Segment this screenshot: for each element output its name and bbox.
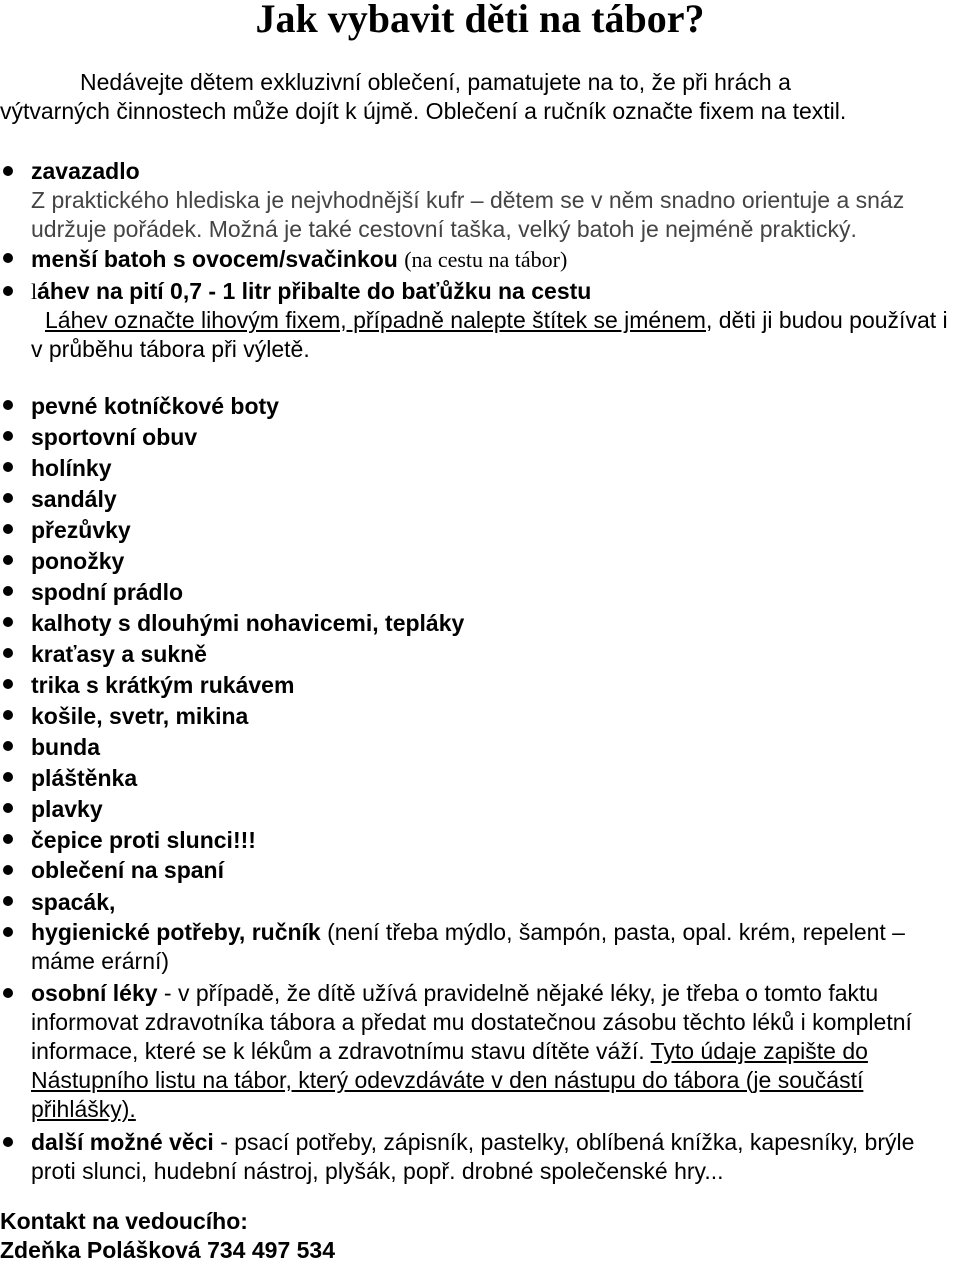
bullet-icon (3, 586, 13, 596)
bullet-icon (3, 865, 13, 875)
list-item-lahev (0, 277, 960, 364)
list-item: spacák, (0, 887, 960, 918)
list-item: pláštěnka (0, 763, 960, 794)
bullet-icon (3, 524, 13, 534)
bullet-icon (3, 400, 13, 410)
bullet-icon (3, 462, 13, 472)
list-item: kalhoty s dlouhými nohavicemi, tepláky (0, 608, 960, 639)
bullet-icon (3, 741, 13, 751)
bullet-icon (3, 617, 13, 627)
contact-person: Zdeňka Polášková 734 497 534 (0, 1237, 335, 1263)
item-note-rest: , děti ji budou používat i v průběhu tábora při výletě. (31, 307, 948, 362)
list-item: spodní prádlo (0, 577, 960, 608)
intro-paragraph (0, 68, 960, 126)
item-note: - v případě, že dítě užívá pravidelně nějaké léky, je třeba o tomto faktu informovat zdravotníka tábora a předat mu dostatečnou zásobu těchto léků i kompletní informace, které se k lékům a zdravotnímu stavu dítěte váží. (31, 980, 912, 1064)
contact-block (0, 1207, 960, 1265)
item-note-underlined: Tyto údaje zapište do Nástupního listu na tábor, který odevzdáváte v den nástupu do tábora (je součástí přihlášky). (31, 1038, 868, 1122)
bullet-icon (3, 493, 13, 503)
bullet-icon (3, 803, 13, 813)
intro-line-1: Nedávejte dětem exkluzivní oblečení, pamatujete na to, že při hrách a (80, 69, 791, 95)
list-item: pevné kotníčkové boty (0, 391, 960, 422)
page-title: Jak vybavit děti na tábor? (255, 0, 705, 41)
item-label: další možné věci (31, 1129, 214, 1155)
list-item: holínky (0, 453, 960, 484)
list-item: čepice proti slunci!!! (0, 825, 960, 856)
item-note (0, 307, 948, 362)
list-item-leky (0, 979, 960, 1124)
bullet-icon (3, 166, 13, 176)
bullet-icon (3, 772, 13, 782)
item-label: hygienické potřeby, ručník (31, 919, 321, 945)
intro-line-2: výtvarných činnostech může dojít k újmě. Oblečení a ručník označte fixem na textil. (0, 98, 847, 124)
bullet-icon (3, 253, 13, 263)
bullet-icon (3, 710, 13, 720)
bullet-icon (3, 896, 13, 906)
clothing-list (0, 391, 960, 918)
other-items-list (0, 918, 960, 1186)
bullet-icon (3, 648, 13, 658)
bullet-icon (3, 286, 13, 296)
list-item: košile, svetr, mikina (0, 701, 960, 732)
list-item: oblečení na spaní (0, 856, 960, 885)
item-label: osobní léky (31, 980, 158, 1006)
list-item: sandály (0, 484, 960, 515)
item-note: (na cestu na tábor) (404, 247, 568, 272)
item-note: - psací potřeby, zápisník, pastelky, oblíbená knížka, kapesníky, brýle proti slunci, hudební nástroj, plyšák, popř. drobné společenské hry... (31, 1129, 915, 1184)
item-label: menší batoh s ovocem/svačinkou (31, 246, 398, 272)
item-note: (není třeba mýdlo, šampón, pasta, opal. krém, repelent – máme erární) (31, 919, 905, 974)
list-item-hygiena (0, 918, 960, 976)
item-note: Z praktického hlediska je nejvhodnější kufr – dětem se v něm snadno orientuje a snáz udržuje pořádek. Možná je také cestovní taška, velký batoh je nejméně praktický. (31, 187, 905, 242)
list-item: bunda (0, 732, 960, 763)
bullet-icon (3, 555, 13, 565)
bullet-icon (3, 431, 13, 441)
list-item-dalsi (0, 1128, 960, 1186)
item-note-underlined: Láhev označte lihovým fixem, případně nalepte štítek se jménem (45, 307, 706, 333)
list-item-batoh (0, 244, 960, 275)
list-item: ponožky (0, 546, 960, 577)
bullet-icon (3, 988, 13, 998)
list-item: sportovní obuv (0, 422, 960, 453)
bullet-icon (3, 679, 13, 689)
bullet-icon (3, 1137, 13, 1147)
bullet-icon (3, 927, 13, 937)
list-item: plavky (0, 794, 960, 825)
contact-heading: Kontakt na vedoucího: (0, 1208, 248, 1234)
bullet-icon (3, 834, 13, 844)
item-label-first-letter: l (31, 279, 38, 304)
list-item: kraťasy a sukně (0, 639, 960, 670)
packing-list (0, 157, 960, 364)
item-label: zavazadlo (31, 158, 140, 184)
item-label: áhev na pití 0,7 - 1 litr přibalte do baťůžku na cestu (37, 278, 592, 304)
list-item: přezůvky (0, 515, 960, 546)
list-item-zavazadlo (0, 157, 960, 244)
list-item: trika s krátkým rukávem (0, 670, 960, 701)
